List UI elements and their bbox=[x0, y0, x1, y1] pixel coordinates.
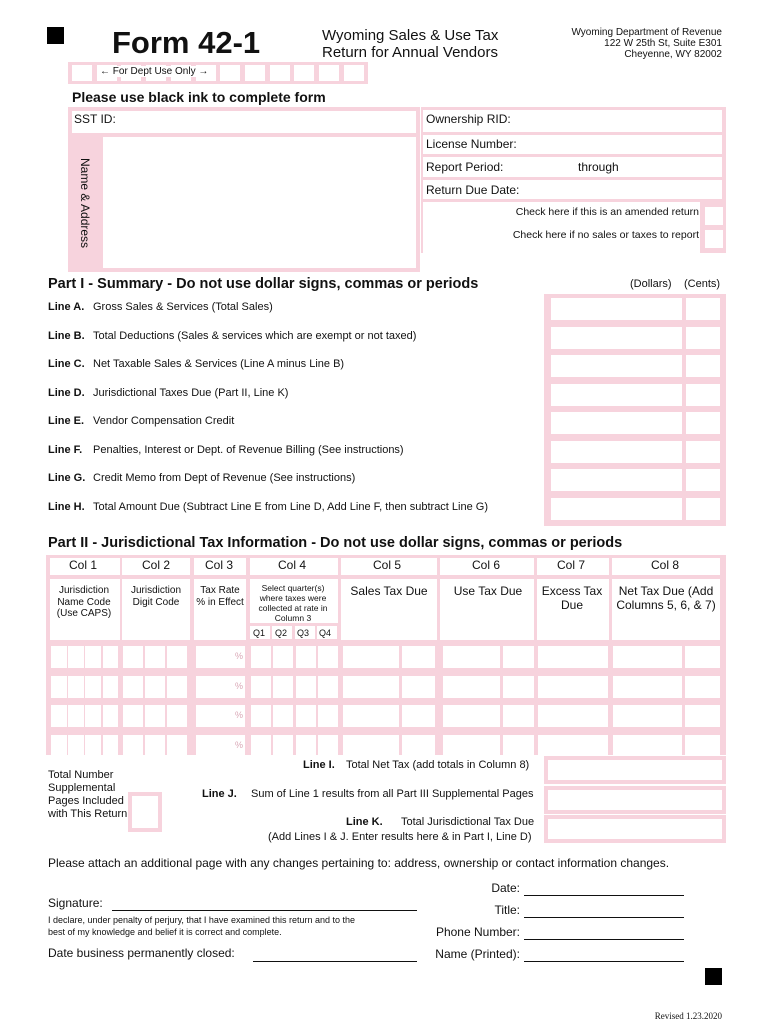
part1-cents-field[interactable] bbox=[686, 298, 720, 320]
part2-col6-cents-field[interactable] bbox=[503, 735, 534, 757]
line-j-field[interactable] bbox=[544, 786, 726, 814]
part2-quarter-checkbox[interactable] bbox=[296, 705, 316, 727]
date-label: Date: bbox=[491, 881, 520, 895]
part2-quarter-checkbox[interactable] bbox=[251, 646, 271, 668]
part1-dollars-field[interactable] bbox=[551, 355, 682, 377]
col1-header: Col 1 bbox=[69, 558, 98, 572]
name-printed-line[interactable] bbox=[524, 961, 684, 962]
amended-checkbox[interactable] bbox=[702, 204, 726, 228]
part2-col5-cents-field[interactable] bbox=[402, 646, 435, 668]
q2-label: Q2 bbox=[275, 628, 288, 638]
phone-line[interactable] bbox=[524, 939, 684, 940]
part2-col1-char-field[interactable] bbox=[51, 646, 67, 668]
col4-header: Col 4 bbox=[278, 558, 307, 572]
part1-cents-field[interactable] bbox=[686, 498, 720, 520]
part2-col1-char-field[interactable] bbox=[85, 646, 101, 668]
part2-quarter-checkbox[interactable] bbox=[318, 705, 338, 727]
line-k-key: Line K. bbox=[346, 816, 383, 828]
name-printed-label: Name (Printed): bbox=[435, 947, 520, 961]
dept-use-cell bbox=[245, 65, 265, 81]
part1-dollars-field[interactable] bbox=[551, 469, 682, 491]
percent-sign: % bbox=[234, 651, 243, 661]
line-i-key: Line I. bbox=[303, 759, 335, 771]
registration-mark-bottom-right bbox=[705, 968, 722, 985]
part1-cents-field[interactable] bbox=[686, 384, 720, 406]
attach-note: Please attach an additional page with any changes pertaining to: address, ownership or contact information changes. bbox=[48, 856, 670, 870]
no-sales-checkbox[interactable] bbox=[702, 227, 726, 251]
col3-header: Col 3 bbox=[205, 558, 234, 572]
part2-col7-field[interactable] bbox=[538, 676, 608, 698]
part1-line-key: Line D. bbox=[48, 386, 85, 399]
col2-header: Col 2 bbox=[142, 558, 171, 572]
part2-col7-field[interactable] bbox=[538, 705, 608, 727]
part2-col5-cents-field[interactable] bbox=[402, 705, 435, 727]
part1-line-text: Credit Memo from Dept of Revenue (See instructions) bbox=[93, 472, 356, 484]
part2-col2-digit-field[interactable] bbox=[123, 705, 143, 727]
line-j-key: Line J. bbox=[202, 788, 237, 800]
part2-col8-cents-field[interactable] bbox=[685, 735, 720, 757]
col6-description: Use Tax Due bbox=[453, 584, 523, 598]
part1-dollars-field[interactable] bbox=[551, 412, 682, 434]
part2-col2-digit-field[interactable] bbox=[145, 705, 165, 727]
part2-col8-cents-field[interactable] bbox=[685, 676, 720, 698]
declaration-line2: best of my knowledge and belief it is correct and complete. bbox=[48, 927, 282, 937]
cents-label: (Cents) bbox=[684, 278, 721, 290]
part2-col8-dollars-field[interactable] bbox=[613, 705, 682, 727]
col1-description: Jurisdiction Name Code (Use CAPS) bbox=[56, 585, 112, 619]
dollars-label: (Dollars) bbox=[630, 278, 672, 290]
part1-line-text: Total Deductions (Sales & services which are exempt or not taxed) bbox=[93, 329, 417, 342]
part2-col8-dollars-field[interactable] bbox=[613, 676, 682, 698]
part1-line-key: Line E. bbox=[48, 415, 85, 427]
part2-quarter-checkbox[interactable] bbox=[273, 676, 293, 698]
line-i-text: Total Net Tax (add totals in Column 8) bbox=[346, 759, 530, 771]
col6-header: Col 6 bbox=[472, 558, 501, 572]
part1-line-text: Gross Sales & Services (Total Sales) bbox=[93, 301, 273, 313]
part2-col1-char-field[interactable] bbox=[51, 705, 67, 727]
part2-col6-dollars-field[interactable] bbox=[443, 735, 500, 757]
part2-col1-char-field[interactable] bbox=[85, 676, 101, 698]
part2-col5-cents-field[interactable] bbox=[402, 676, 435, 698]
part2-col2-digit-field[interactable] bbox=[145, 646, 165, 668]
part2-quarter-checkbox[interactable] bbox=[273, 735, 293, 757]
name-address-field[interactable] bbox=[68, 107, 420, 272]
col4-description: Select quarter(s) where taxes were collected at rate in Column 3 bbox=[258, 583, 328, 623]
through-label: through bbox=[578, 160, 619, 174]
part2-col3-rate-field[interactable] bbox=[196, 676, 245, 698]
part1-line-key: Line G. bbox=[48, 472, 86, 484]
part2-col2-digit-field[interactable] bbox=[123, 646, 143, 668]
line-k-field[interactable] bbox=[544, 815, 726, 843]
line-j-text: Sum of Line 1 results from all Part III Supplemental Pages bbox=[251, 788, 534, 800]
part2-col7-field[interactable] bbox=[538, 646, 608, 668]
col8-header: Col 8 bbox=[651, 558, 680, 572]
part1-dollars-field[interactable] bbox=[551, 298, 682, 320]
dept-address: 122 W 25th St, Suite E301 bbox=[604, 38, 722, 49]
col5-header: Col 5 bbox=[373, 558, 402, 572]
part2-col5-dollars-field[interactable] bbox=[343, 705, 399, 727]
q3-label: Q3 bbox=[297, 628, 310, 638]
part1-line-text: Net Taxable Sales & Services (Line A minus Line B) bbox=[93, 358, 345, 370]
part1-cents-field[interactable] bbox=[686, 469, 720, 491]
col5-description: Sales Tax Due bbox=[350, 584, 428, 598]
part2-col3-rate-field[interactable] bbox=[196, 705, 245, 727]
part1-cents-field[interactable] bbox=[686, 327, 720, 349]
part2-quarter-checkbox[interactable] bbox=[318, 676, 338, 698]
part1-dollars-field[interactable] bbox=[551, 441, 682, 463]
part2-col3-rate-field[interactable] bbox=[196, 735, 245, 757]
dept-use-cell bbox=[344, 65, 364, 81]
percent-sign: % bbox=[234, 710, 243, 720]
part2-quarter-checkbox[interactable] bbox=[296, 676, 316, 698]
part2-quarter-checkbox[interactable] bbox=[296, 735, 316, 757]
dept-use-cell bbox=[294, 65, 314, 81]
part2-col6-cents-field[interactable] bbox=[503, 676, 534, 698]
part2-col3-rate-field[interactable] bbox=[196, 646, 245, 668]
part1-line-text: Penalties, Interest or Dept. of Revenue Billing (See instructions) bbox=[93, 443, 404, 456]
part2-quarter-checkbox[interactable] bbox=[296, 646, 316, 668]
registration-mark-top-left bbox=[47, 27, 64, 44]
part2-col1-char-field[interactable] bbox=[68, 735, 84, 757]
part2-col5-dollars-field[interactable] bbox=[343, 735, 399, 757]
part2-col1-char-field[interactable] bbox=[103, 676, 119, 698]
part1-line-key: Line A. bbox=[48, 301, 85, 313]
date-closed-line[interactable] bbox=[253, 961, 417, 962]
line-k-text: Total Jurisdictional Tax Due bbox=[401, 816, 535, 828]
report-period-label: Report Period: bbox=[426, 160, 504, 174]
part1-line-key: Line B. bbox=[48, 329, 85, 342]
part2-col2-digit-field[interactable] bbox=[167, 676, 187, 698]
name-address-label: Name & Address bbox=[78, 158, 92, 249]
part1-cents-field[interactable] bbox=[686, 355, 720, 377]
part2-quarter-checkbox[interactable] bbox=[318, 735, 338, 757]
date-closed-label: Date business permanently closed: bbox=[48, 946, 235, 960]
part2-col1-char-field[interactable] bbox=[68, 646, 84, 668]
part2-col2-digit-field[interactable] bbox=[167, 646, 187, 668]
percent-sign: % bbox=[234, 739, 243, 750]
dept-use-cell bbox=[270, 65, 290, 81]
part2-col2-digit-field[interactable] bbox=[123, 676, 143, 698]
supplemental-pages-field[interactable] bbox=[128, 792, 162, 832]
part2-col2-digit-field[interactable] bbox=[167, 735, 187, 757]
part2-quarter-checkbox[interactable] bbox=[273, 705, 293, 727]
part1-dollars-field[interactable] bbox=[551, 327, 682, 349]
part2-col7-field[interactable] bbox=[538, 735, 608, 757]
part2-quarter-checkbox[interactable] bbox=[251, 676, 271, 698]
dept-use-cell bbox=[72, 65, 92, 81]
part2-quarter-checkbox[interactable] bbox=[318, 646, 338, 668]
part1-dollars-field[interactable] bbox=[551, 384, 682, 406]
part2-col1-char-field[interactable] bbox=[85, 705, 101, 727]
sst-id-label: SST ID: bbox=[74, 112, 116, 126]
part2-title: Part II - Jurisdictional Tax Information - Do not use dollar signs, commas or periods bbox=[48, 535, 623, 551]
part2-col1-char-field[interactable] bbox=[68, 705, 84, 727]
part2-quarter-checkbox[interactable] bbox=[251, 705, 271, 727]
dept-name: Wyoming Department of Revenue bbox=[571, 27, 722, 38]
part2-col2-digit-field[interactable] bbox=[145, 676, 165, 698]
license-number-label: License Number: bbox=[426, 137, 517, 151]
return-due-date-label: Return Due Date: bbox=[426, 183, 520, 197]
part1-line-key: Line H. bbox=[48, 500, 85, 513]
part2-col6-dollars-field[interactable] bbox=[443, 705, 500, 727]
part2-col6-dollars-field[interactable] bbox=[443, 676, 500, 698]
ink-instruction: Please use black ink to complete form bbox=[72, 89, 326, 105]
part2-col1-char-field[interactable] bbox=[51, 735, 67, 757]
ownership-rid-label: Ownership RID: bbox=[426, 112, 511, 126]
signature-label: Signature: bbox=[48, 896, 103, 910]
supplemental-pages-label: Total Number Supplemental Pages Included with This Return bbox=[48, 769, 128, 820]
q4-label: Q4 bbox=[319, 628, 332, 638]
part1-dollars-field[interactable] bbox=[551, 498, 682, 520]
percent-sign: % bbox=[234, 680, 243, 691]
title-line[interactable] bbox=[524, 917, 684, 918]
part2-col1-char-field[interactable] bbox=[68, 676, 84, 698]
no-sales-label: Check here if no sales or taxes to report bbox=[512, 229, 699, 241]
amended-return-label: Check here if this is an amended return bbox=[515, 206, 699, 218]
revised-date: Revised 1.23.2020 bbox=[654, 1011, 722, 1021]
dept-use-cell bbox=[319, 65, 339, 81]
part2-col2-digit-field[interactable] bbox=[145, 735, 165, 757]
part2-col1-char-field[interactable] bbox=[85, 735, 101, 757]
part2-col8-cents-field[interactable] bbox=[685, 646, 720, 668]
part2-col8-cents-field[interactable] bbox=[685, 705, 720, 727]
part2-col1-char-field[interactable] bbox=[103, 646, 119, 668]
form-title: Form 42-1 bbox=[112, 25, 261, 60]
part2-col1-char-field[interactable] bbox=[51, 676, 67, 698]
date-line[interactable] bbox=[524, 895, 684, 896]
dept-use-cell bbox=[220, 65, 240, 81]
part2-col6-dollars-field[interactable] bbox=[443, 646, 500, 668]
part2-col5-dollars-field[interactable] bbox=[343, 676, 399, 698]
part2-col1-char-field[interactable] bbox=[103, 735, 119, 757]
dept-use-label: ← For Dept Use Only → bbox=[100, 66, 209, 77]
part1-title: Part I - Summary - Do not use dollar signs, commas or periods bbox=[48, 276, 479, 292]
signature-line[interactable] bbox=[112, 910, 417, 911]
part2-col1-char-field[interactable] bbox=[103, 705, 119, 727]
part1-line-text: Vendor Compensation Credit bbox=[93, 415, 235, 427]
part1-cents-field[interactable] bbox=[686, 412, 720, 434]
part2-quarter-checkbox[interactable] bbox=[273, 646, 293, 668]
q1-label: Q1 bbox=[253, 628, 266, 638]
form-subtitle-line1: Wyoming Sales & Use Tax bbox=[322, 27, 499, 44]
part1-line-text: Total Amount Due (Subtract Line E from Line D, Add Line F, then subtract Line G) bbox=[93, 500, 488, 513]
form-subtitle-line2: Return for Annual Vendors bbox=[322, 44, 498, 61]
col7-header: Col 7 bbox=[557, 558, 586, 572]
line-i-field[interactable] bbox=[544, 756, 726, 784]
line-k-subtext: (Add Lines I & J. Enter results here & in Part I, Line D) bbox=[268, 831, 532, 843]
part1-line-key: Line C. bbox=[48, 358, 85, 370]
part1-line-key: Line F. bbox=[48, 443, 83, 456]
part2-col2-digit-field[interactable] bbox=[123, 735, 143, 757]
part2-col8-dollars-field[interactable] bbox=[613, 735, 682, 757]
part2-col5-dollars-field[interactable] bbox=[343, 646, 399, 668]
col3-description: Tax Rate % in Effect bbox=[196, 585, 244, 608]
part2-col2-digit-field[interactable] bbox=[167, 705, 187, 727]
part2-col6-cents-field[interactable] bbox=[503, 705, 534, 727]
part2-col8-dollars-field[interactable] bbox=[613, 646, 682, 668]
part1-cents-field[interactable] bbox=[686, 441, 720, 463]
col2-description: Jurisdiction Digit Code bbox=[130, 585, 182, 608]
title-label: Title: bbox=[494, 903, 520, 917]
part2-col5-cents-field[interactable] bbox=[402, 735, 435, 757]
phone-label: Phone Number: bbox=[435, 925, 520, 939]
part2-col6-cents-field[interactable] bbox=[503, 646, 534, 668]
col7-description: Excess Tax Due bbox=[541, 584, 603, 612]
part2-quarter-checkbox[interactable] bbox=[251, 735, 271, 757]
declaration-line1: I declare, under penalty of perjury, that I have examined this return and to the bbox=[48, 915, 356, 925]
dept-city: Cheyenne, WY 82002 bbox=[624, 49, 722, 60]
col8-description: Net Tax Due (Add Columns 5, 6, & 7) bbox=[616, 584, 716, 612]
part1-line-text: Jurisdictional Taxes Due (Part II, Line K) bbox=[93, 386, 289, 399]
